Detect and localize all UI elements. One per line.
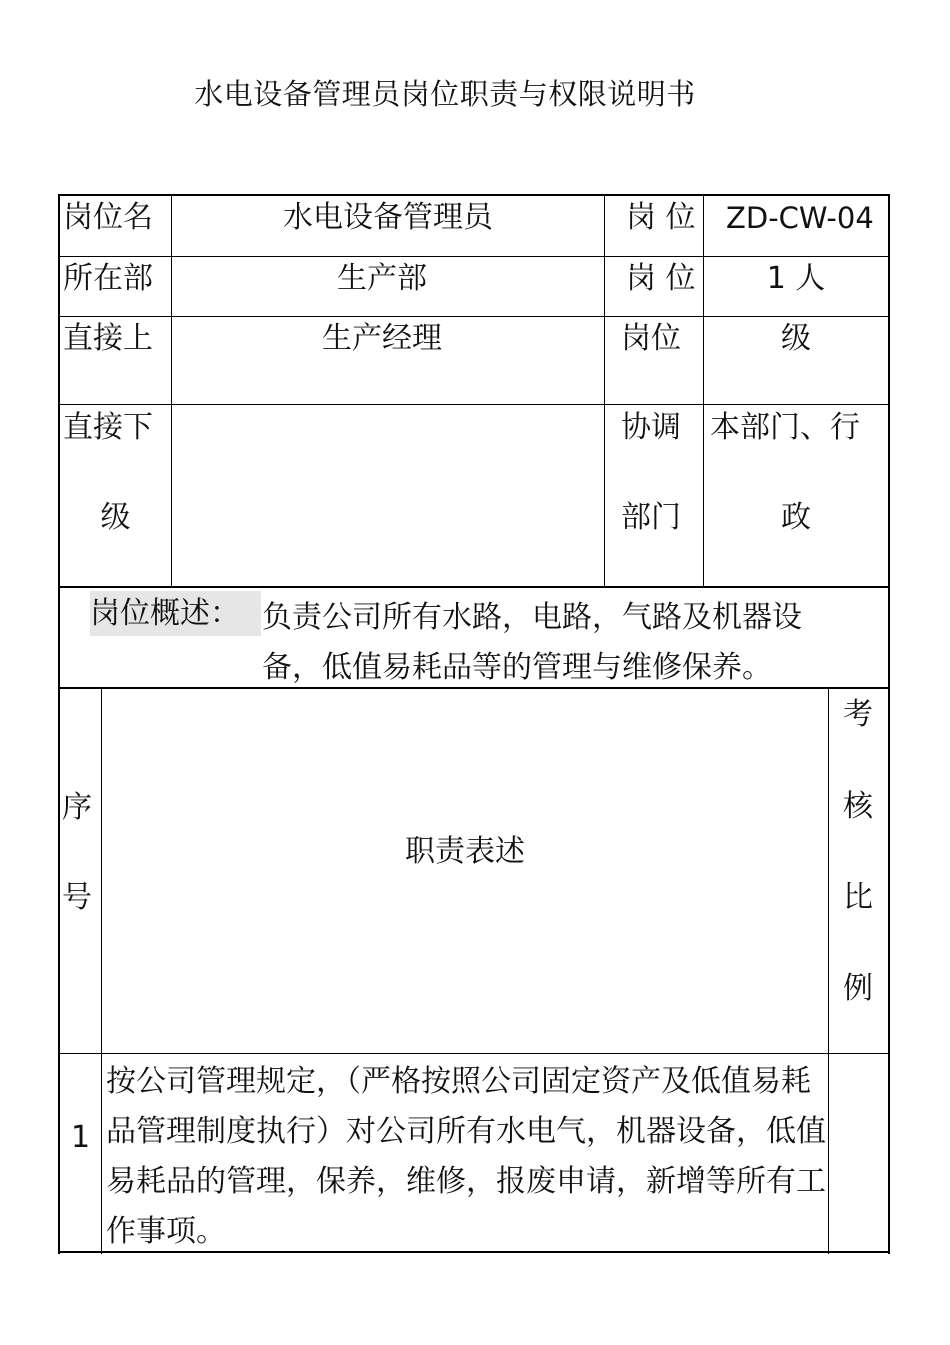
label-position-code: 岗 位	[626, 200, 696, 235]
label-position-level: 岗位	[621, 321, 681, 356]
value-position-level: 级	[781, 321, 811, 356]
row-divider	[58, 256, 890, 257]
overview-label: 岗位概述：	[90, 591, 261, 636]
row-divider	[58, 1053, 890, 1054]
col-divider	[171, 194, 172, 586]
col-header-ratio-3: 比	[843, 880, 873, 915]
label-direct-subordinate-line1: 直接下	[63, 410, 153, 445]
value-coordinating-dept-line2: 政	[781, 500, 811, 535]
duty-number: 1	[70, 1120, 91, 1155]
value-coordinating-dept-line1: 本部门、行	[710, 410, 860, 445]
label-coordinating-dept-line2: 部门	[621, 500, 681, 535]
page-title: 水电设备管理员岗位职责与权限说明书	[194, 77, 696, 111]
label-coordinating-dept-line1: 协调	[621, 410, 681, 445]
label-headcount: 岗 位	[626, 261, 696, 296]
table-border-left	[58, 194, 60, 1254]
value-department: 生产部	[337, 261, 427, 296]
col-divider	[828, 689, 829, 1254]
value-headcount: 1 人	[766, 261, 826, 296]
table-border-top	[58, 194, 890, 196]
col-header-ratio-2: 核	[843, 789, 873, 824]
label-position-name: 岗位名	[63, 200, 153, 235]
value-direct-superior: 生产经理	[322, 321, 442, 356]
col-divider	[604, 194, 605, 586]
value-position-name: 水电设备管理员	[283, 200, 493, 235]
col-header-ratio-1: 考	[843, 697, 873, 732]
row-divider	[58, 404, 890, 405]
label-direct-superior: 直接上	[63, 321, 153, 356]
col-header-number-line2: 号	[62, 880, 92, 915]
col-header-ratio-4: 例	[843, 971, 873, 1006]
label-department: 所在部	[63, 261, 153, 296]
label-direct-subordinate-line2: 级	[100, 500, 131, 535]
col-header-number-line1: 序	[62, 790, 92, 825]
row-divider	[58, 316, 890, 317]
col-divider	[101, 689, 102, 1254]
overview-text: 负责公司所有水路，电路，气路及机器设备，低值易耗品等的管理与维修保养。	[262, 600, 802, 685]
row-divider	[58, 586, 890, 588]
col-header-description: 职责表述	[405, 834, 525, 869]
duty-description: 按公司管理规定，（严格按照公司固定资产及低值易耗品管理制度执行）对公司所有水电气，机器设备，低值易耗品的管理，保养，维修，报废申请，新增等所有工作事项。	[106, 1064, 826, 1249]
table-border-right	[888, 194, 890, 1254]
value-position-code: ZD-CW-04	[726, 201, 874, 235]
